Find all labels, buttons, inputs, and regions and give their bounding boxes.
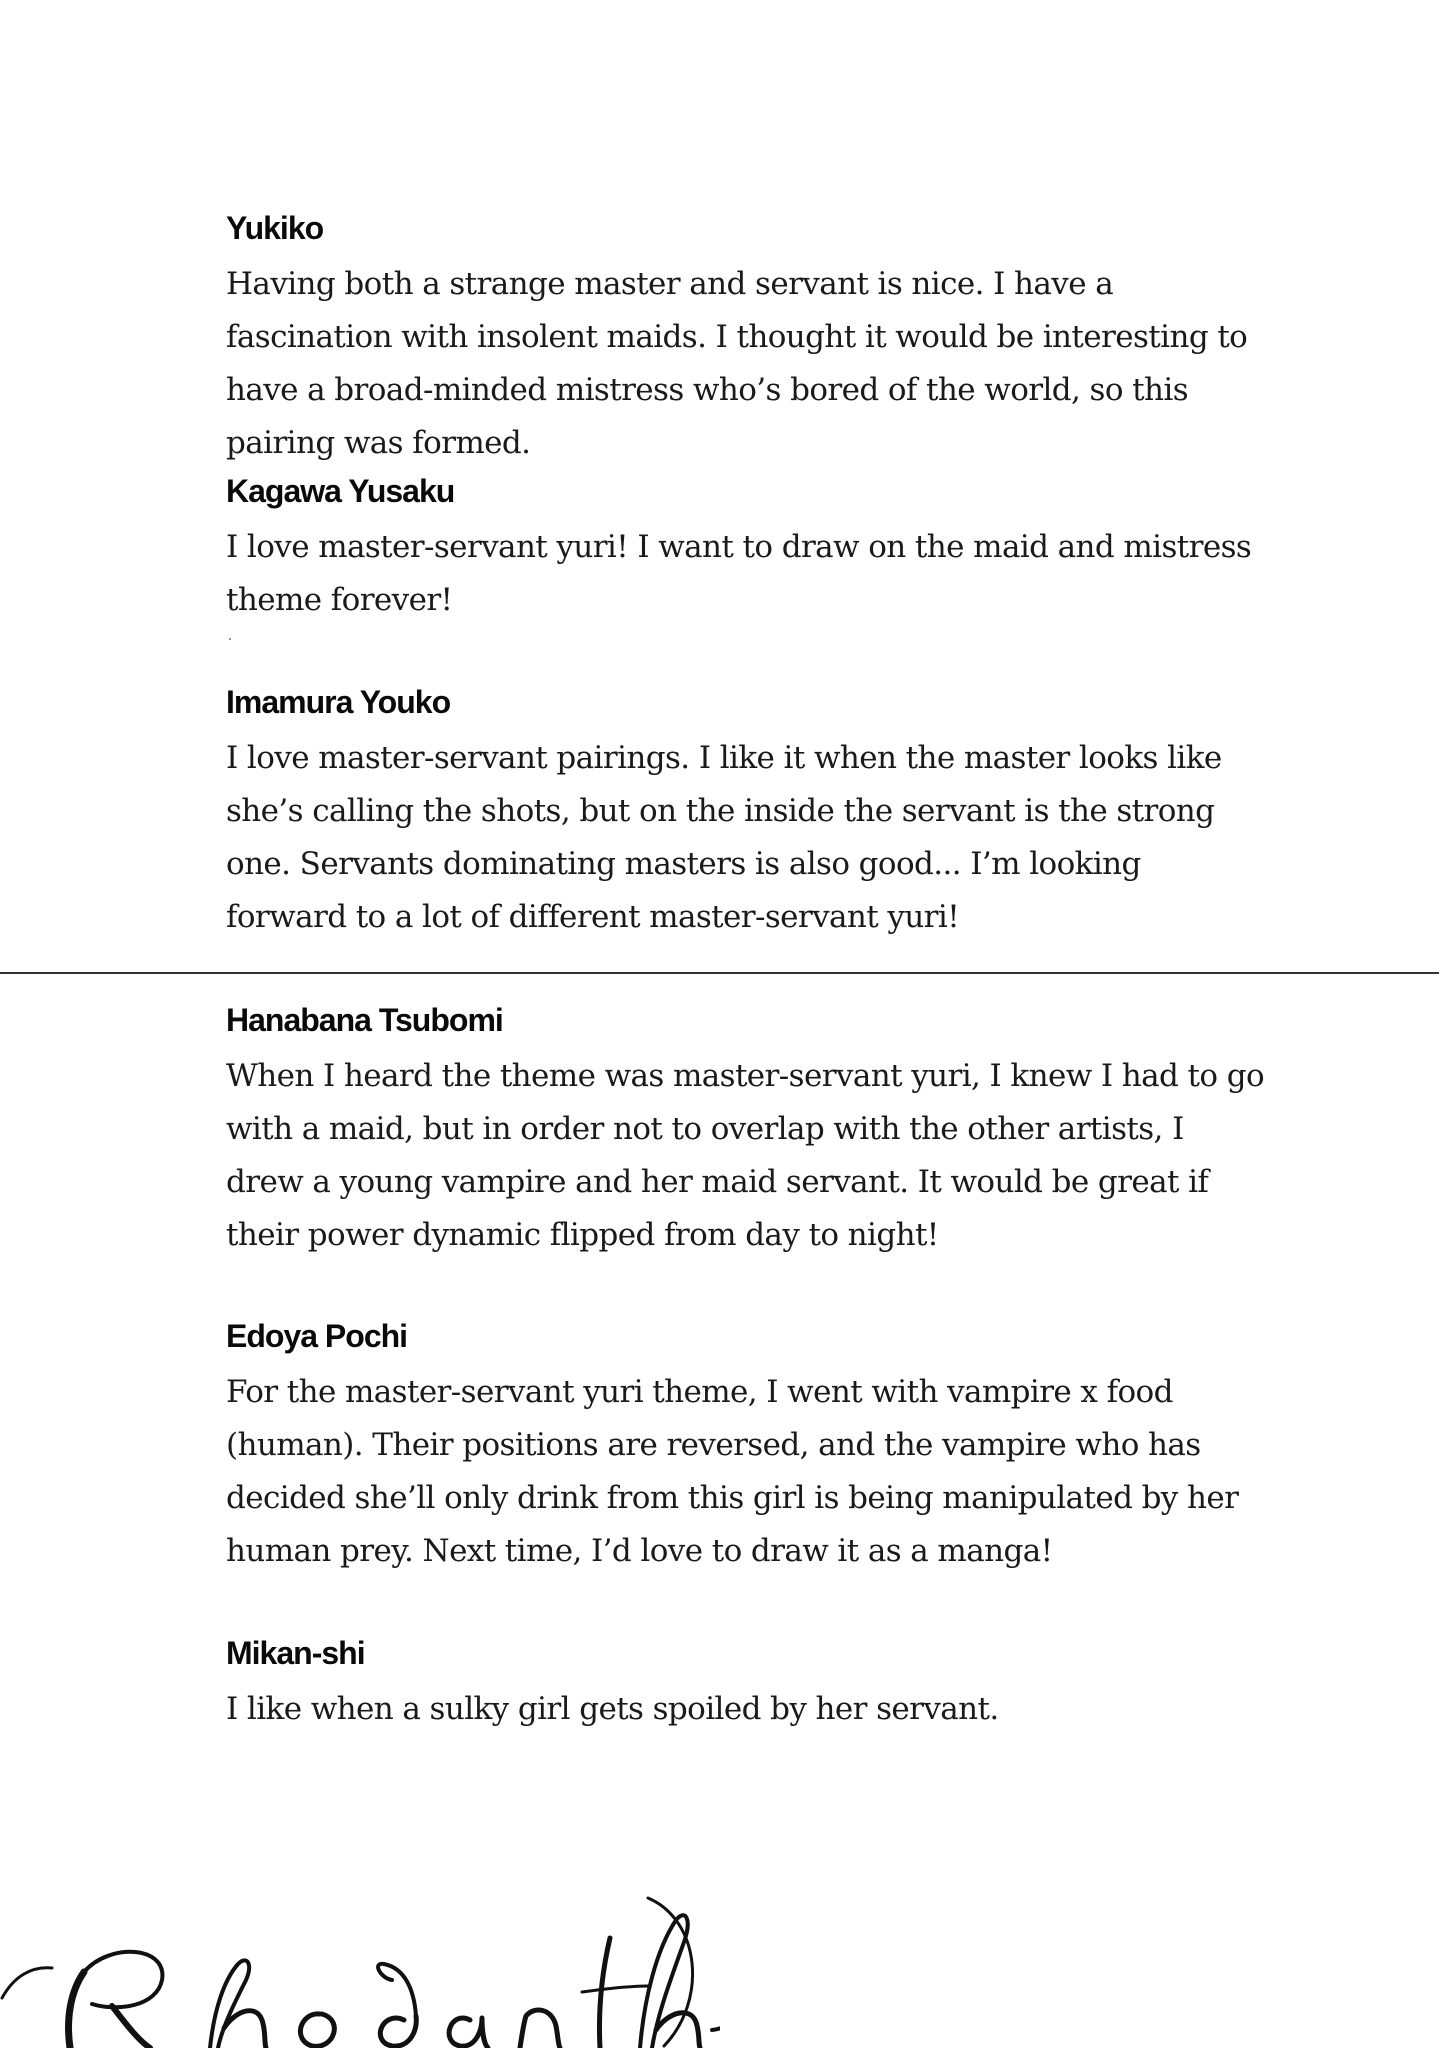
artist-comment: I love master-servant yuri! I want to draw on the maid and mistress theme forever!	[226, 529, 1252, 618]
section-divider	[0, 972, 1439, 974]
artist-entry-imamura-youko	[226, 682, 1266, 944]
artist-entry-kagawa-yusaku	[226, 471, 1266, 627]
artist-name: Edoya Pochi	[226, 1318, 408, 1354]
artist-entry-edoya-pochi	[226, 1316, 1266, 1578]
artist-comment: When I heard the theme was master-servant yuri, I knew I had to go with a maid, but in order not to overlap with the other artists, I drew a young vampire and her maid servant. It would be great if their power dynamic flipped from day to night!	[226, 1058, 1265, 1253]
artist-comment: Having both a strange master and servant is nice. I have a fascination with insolent maids. I thought it would be interesting to have a broad-minded mistress who’s bored of the world, so this pairing was formed.	[226, 266, 1248, 461]
artist-comment: I love master-servant pairings. I like it when the master looks like she’s calling the shots, but on the inside the servant is the strong one. Servants dominating masters is also good... I’m looking forward to a lot of different master-servant yuri!	[226, 740, 1222, 935]
stray-mark	[229, 638, 231, 640]
rhodanthe-signature-logo	[0, 1880, 720, 2048]
artist-name: Imamura Youko	[226, 684, 451, 720]
artist-comment: For the master-servant yuri theme, I went with vampire x food (human). Their positions are reversed, and the vampire who has decided she’ll only drink from this girl is being manipulated by her human prey. Next time, I’d love to draw it as a manga!	[226, 1374, 1239, 1569]
artist-name: Kagawa Yusaku	[226, 473, 455, 509]
artist-entry-hanabana-tsubomi	[226, 1000, 1266, 1262]
artist-entry-yukiko	[226, 208, 1266, 470]
artist-comment: I like when a sulky girl gets spoiled by her servant.	[226, 1691, 999, 1727]
artist-entry-mikan-shi	[226, 1633, 1266, 1736]
artist-name: Yukiko	[226, 210, 324, 246]
artist-name: Mikan-shi	[226, 1635, 365, 1671]
artist-name: Hanabana Tsubomi	[226, 1002, 503, 1038]
